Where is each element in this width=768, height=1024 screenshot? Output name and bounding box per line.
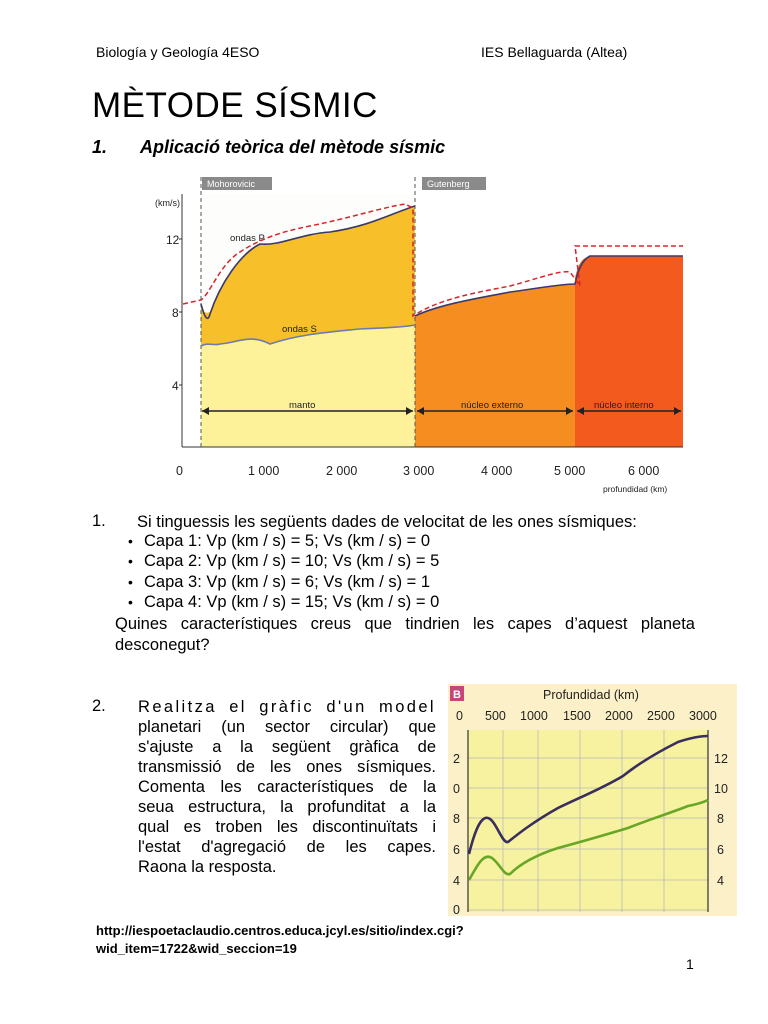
bullet-text: Capa 1: Vp (km / s) = 5; Vs (km / s) = 0 xyxy=(144,532,431,550)
panel-b-x-tick: 3000 xyxy=(689,709,717,723)
x-tick-label: 1 000 xyxy=(248,464,280,478)
panel-b-left-tick: 0 xyxy=(453,903,460,916)
question1-bullet xyxy=(128,593,439,612)
inner-core-label: núcleo interno xyxy=(594,400,654,411)
bullet-dot: • xyxy=(128,553,133,569)
bullet-dot: • xyxy=(128,533,133,549)
question2-line: l'estat d'agregació de les capes. xyxy=(138,838,436,856)
question1-question-line2: desconegut? xyxy=(115,636,210,654)
mantle-lower-area xyxy=(201,325,415,447)
source-url-line[interactable]: http://iespoetaclaudio.centros.educa.jcyl.es/sitio/index.cgi? xyxy=(96,923,464,938)
bullet-text: Capa 2: Vp (km / s) = 10; Vs (km / s) = 5 xyxy=(144,552,440,570)
panel-b-x-tick: 1500 xyxy=(563,709,591,723)
x-tick-label: 6 000 xyxy=(628,464,660,478)
panel-b-right-tick: 12 xyxy=(714,752,728,766)
x-tick-label: 5 000 xyxy=(554,464,586,478)
panel-b-x-tick: 1000 xyxy=(520,709,548,723)
panel-b-x-tick: 2000 xyxy=(605,709,633,723)
section-title: Aplicació teòrica del mètode sísmic xyxy=(140,137,446,157)
section-number: 1. xyxy=(92,137,108,157)
question2-line: Comenta les característiques de la xyxy=(138,778,436,796)
panel-b-x-tick: 500 xyxy=(485,709,506,723)
bullet-dot: • xyxy=(128,594,133,610)
y-unit-label: (km/s) xyxy=(155,198,180,208)
bullet-dot: • xyxy=(128,574,133,590)
moho-label: Mohorovicic xyxy=(207,179,256,189)
panel-b-x-tick: 2500 xyxy=(647,709,675,723)
y-tick-label: 4 xyxy=(172,379,179,393)
question1-question-text: Quines característiques creus que tindrien les capes d’aquest planeta xyxy=(115,615,695,633)
question2-number: 2. xyxy=(92,697,106,715)
x-axis-label: profundidad (km) xyxy=(603,484,668,494)
question1-bullet xyxy=(128,532,430,551)
source-url-line[interactable]: wid_item=1722&wid_seccion=19 xyxy=(96,941,297,956)
question1-bullet xyxy=(128,552,439,571)
question2-line: Realitza el gràfic d'un model xyxy=(138,698,436,716)
question2-line: transmissió de les ones sísmiques. xyxy=(138,758,436,776)
header-school: IES Bellaguarda (Altea) xyxy=(481,44,628,60)
panel-b-x-tick: 0 xyxy=(456,709,463,723)
outer-core-area xyxy=(415,284,575,447)
question1-intro: Si tinguessis les següents dades de velocitat de les ones sísmiques: xyxy=(137,513,637,531)
x-tick-label: 3 000 xyxy=(403,464,435,478)
question2-line: Raona la resposta. xyxy=(138,858,277,876)
bullet-text: Capa 4: Vp (km / s) = 15; Vs (km / s) = 0 xyxy=(144,593,440,611)
bullet-text: Capa 3: Vp (km / s) = 6; Vs (km / s) = 1 xyxy=(144,573,431,591)
p-wave-label: ondas P xyxy=(230,233,265,244)
x-tick-label: 0 xyxy=(176,464,183,478)
question2-text xyxy=(138,697,436,877)
mantle-label: manto xyxy=(289,400,316,411)
panel-b-figure xyxy=(448,684,737,916)
panel-b-left-tick: 4 xyxy=(453,874,460,888)
s-wave-label: ondas S xyxy=(282,324,317,335)
panel-b-plot-area xyxy=(468,730,708,912)
gutenberg-label: Gutenberg xyxy=(427,179,470,189)
panel-b-left-tick: 0 xyxy=(453,782,460,796)
panel-b-left-tick: 8 xyxy=(453,812,460,826)
panel-b-left-tick: 2 xyxy=(453,752,460,766)
seismic-velocity-figure xyxy=(150,174,690,500)
question2-line: qual es troben les discontinuïtats i xyxy=(138,818,436,836)
panel-b-right-tick: 6 xyxy=(717,843,724,857)
panel-b-title: Profundidad (km) xyxy=(543,688,639,702)
question1-bullet xyxy=(128,573,430,592)
panel-b-right-tick: 8 xyxy=(717,812,724,826)
question1-number: 1. xyxy=(92,512,106,530)
outer-core-label: núcleo externo xyxy=(461,400,524,411)
y-tick-label: 12 xyxy=(166,233,180,247)
panel-b-right-tick: 10 xyxy=(714,782,728,796)
source-url[interactable] xyxy=(96,922,464,958)
page-number: 1 xyxy=(686,956,694,972)
inner-core-area xyxy=(575,256,683,447)
question2-line: seua estructura, la profunditat a la xyxy=(138,798,436,816)
question2-line: s'ajuste a la següent gràfica de xyxy=(138,738,436,756)
panel-b-left-tick: 6 xyxy=(453,843,460,857)
y-tick-label: 8 xyxy=(172,306,179,320)
header-subject: Biología y Geología 4ESO xyxy=(96,44,260,60)
question1-question-line1 xyxy=(115,614,695,634)
x-tick-label: 4 000 xyxy=(481,464,513,478)
panel-b-letter: B xyxy=(453,689,461,701)
page-title: MÈTODE SÍSMIC xyxy=(92,86,378,125)
x-tick-label: 2 000 xyxy=(326,464,358,478)
panel-b-right-tick: 4 xyxy=(717,874,724,888)
question2-line: planetari (un sector circular) que xyxy=(138,718,436,736)
